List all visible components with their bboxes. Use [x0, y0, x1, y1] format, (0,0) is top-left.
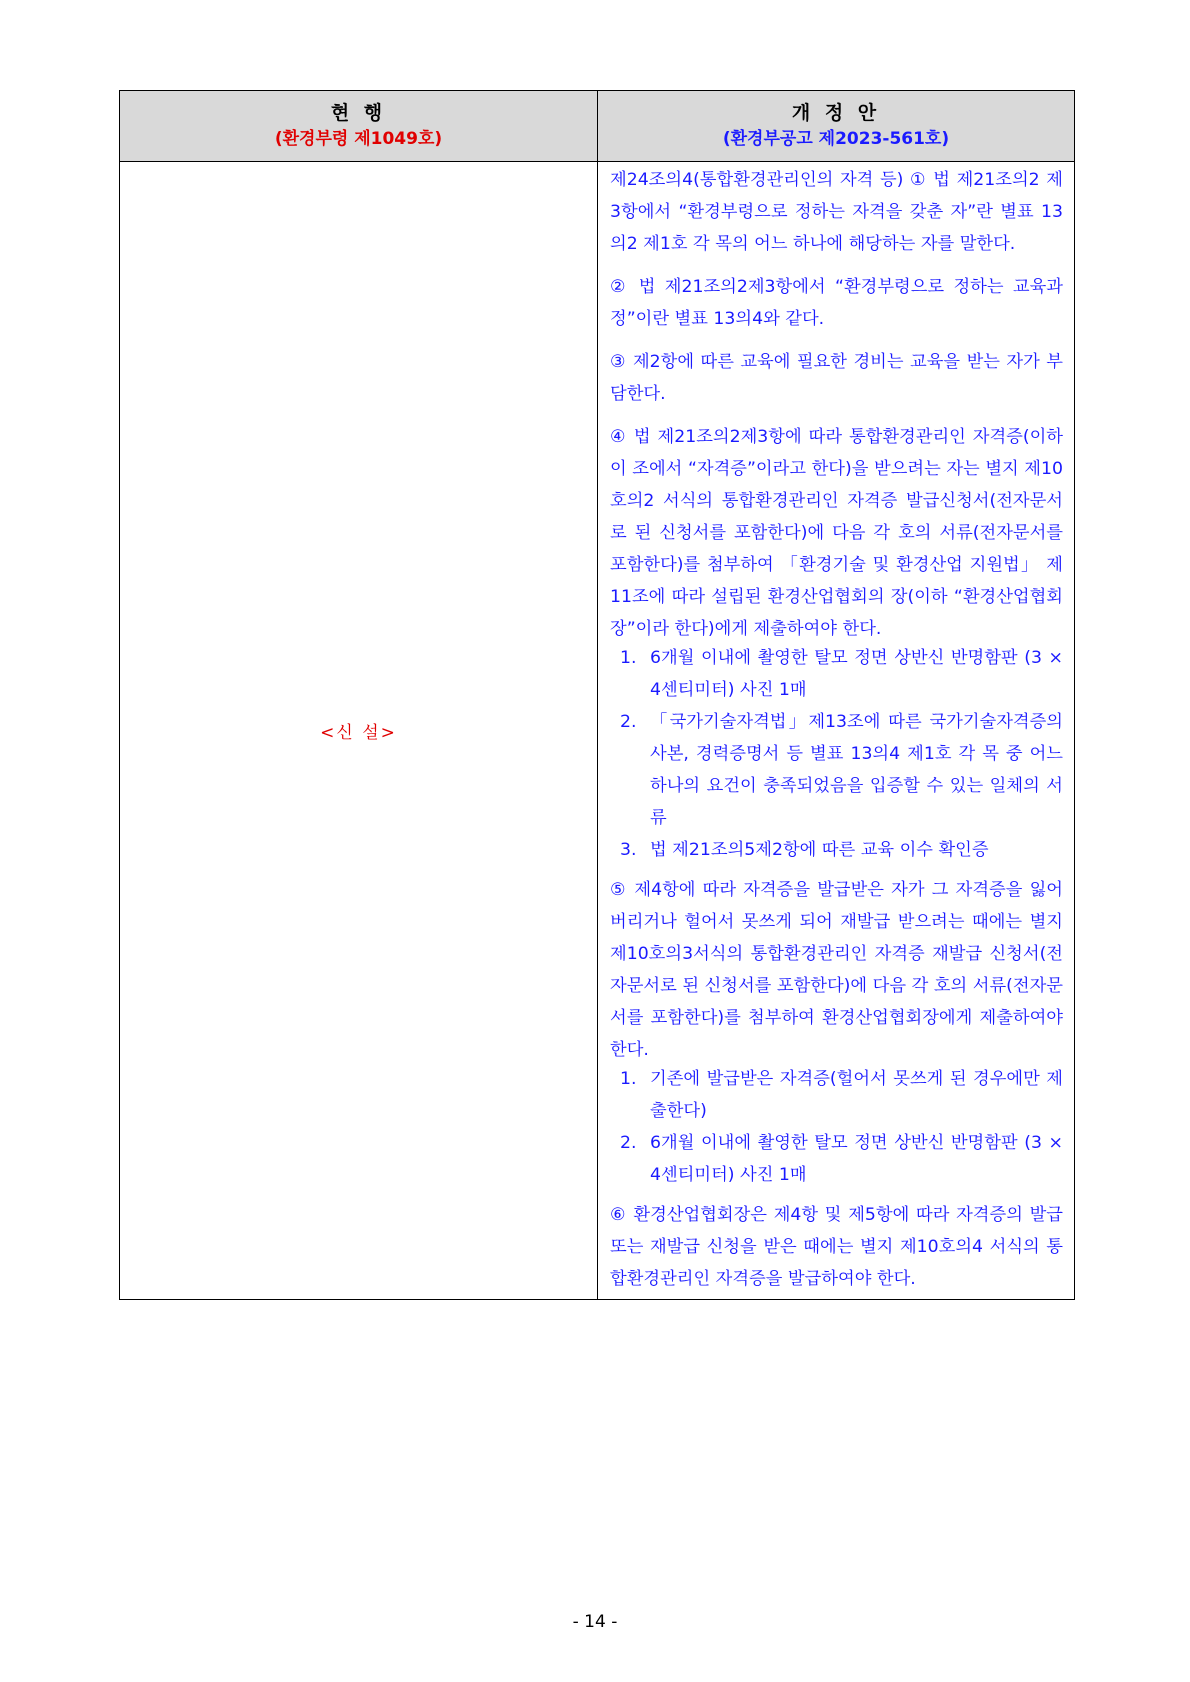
article-paragraph-4: ④ 법 제21조의2제3항에 따라 통합환경관리인 자격증(이하 이 조에서 “자격증”이라고 한다)을 받으려는 자는 별지 제10호의2 서식의 통합환경관리인 자격증 발급신청서(전자문서로 된 신청서를 포함한다)에 다음 각 호의 서류(전자문서를 포함한다)를 첨부하여 「환경기술 및 환경산업 지원법」 제11조에 따라 설립된 환경산업협회의 장(이하 “환경산업협회장”이라 한다)에게 제출하여야 한다.	[610, 427, 1063, 639]
item-number: 2.	[620, 712, 637, 732]
current-law-cell	[120, 162, 598, 1300]
item-text: 6개월 이내에 촬영한 탈모 정면 상반신 반명함판 (3 × 4센티미터) 사진 1매	[650, 648, 1063, 700]
article-paragraph-5: ⑤ 제4항에 따라 자격증을 발급받은 자가 그 자격증을 잃어버리거나 헐어서 못쓰게 되어 재발급 받으려는 때에는 별지 제10호의3서식의 통합환경관리인 자격증 재발급 신청서(전자문서로 된 신청서를 포함한다)에 다음 각 호의 서류(전자문서를 포함한다)를 첨부하여 환경산업협회장에게 제출하여야 한다.	[610, 880, 1063, 1060]
list-item	[610, 706, 1063, 834]
article-paragraph-2: ② 법 제21조의2제3항에서 “환경부령으로 정하는 교육과정”이란 별표 13의4와 같다.	[610, 277, 1063, 329]
article-paragraph-6: ⑥ 환경산업협회장은 제4항 및 제5항에 따라 자격증의 발급 또는 재발급 신청을 받은 때에는 별지 제10호의4 서식의 통합환경관리인 자격증을 발급하여야 한다.	[610, 1205, 1063, 1289]
article-paragraph-3: ③ 제2항에 따른 교육에 필요한 경비는 교육을 받는 자가 부담한다.	[610, 352, 1063, 404]
amendment-header	[598, 91, 1075, 162]
list-item	[610, 1063, 1063, 1127]
comparison-table	[119, 90, 1075, 1300]
item-text: 기존에 발급받은 자격증(헐어서 못쓰게 된 경우에만 제출한다)	[650, 1069, 1063, 1121]
paragraph-5-items	[610, 1063, 1063, 1191]
new-provision-label: <신 설>	[320, 723, 397, 743]
list-item	[610, 1127, 1063, 1191]
amendment-subtitle: (환경부공고 제2023-561호)	[722, 129, 950, 149]
item-text: 「국가기술자격법」제13조에 따른 국가기술자격증의 사본, 경력증명서 등 별표 13의4 제1호 각 목 중 어느 하나의 요건이 충족되었음을 입증할 수 있는 일체의 서류	[650, 712, 1063, 828]
paragraph-4-items	[610, 642, 1063, 866]
current-law-subtitle: (환경부령 제1049호)	[274, 129, 443, 149]
current-law-title: 현 행	[330, 102, 387, 124]
amendment-cell	[598, 162, 1075, 1300]
table-header-row	[120, 91, 1075, 162]
table-body-row	[120, 162, 1075, 1300]
list-item	[610, 642, 1063, 706]
current-law-header	[120, 91, 598, 162]
item-number: 3.	[620, 840, 637, 860]
item-number: 2.	[620, 1133, 637, 1153]
item-text: 6개월 이내에 촬영한 탈모 정면 상반신 반명함판 (3 × 4센티미터) 사진 1매	[650, 1133, 1063, 1185]
list-item	[610, 834, 1063, 866]
item-text: 법 제21조의5제2항에 따른 교육 이수 확인증	[650, 840, 989, 860]
amendment-title: 개 정 안	[791, 102, 881, 124]
item-number: 1.	[620, 648, 637, 668]
item-number: 1.	[620, 1069, 637, 1089]
article-paragraph-1: 제24조의4(통합환경관리인의 자격 등) ① 법 제21조의2 제3항에서 “환경부령으로 정하는 자격을 갖춘 자”란 별표 13의2 제1호 각 목의 어느 하나에 해당하는 자를 말한다.	[610, 170, 1063, 254]
page-number: - 14 -	[572, 1612, 618, 1632]
